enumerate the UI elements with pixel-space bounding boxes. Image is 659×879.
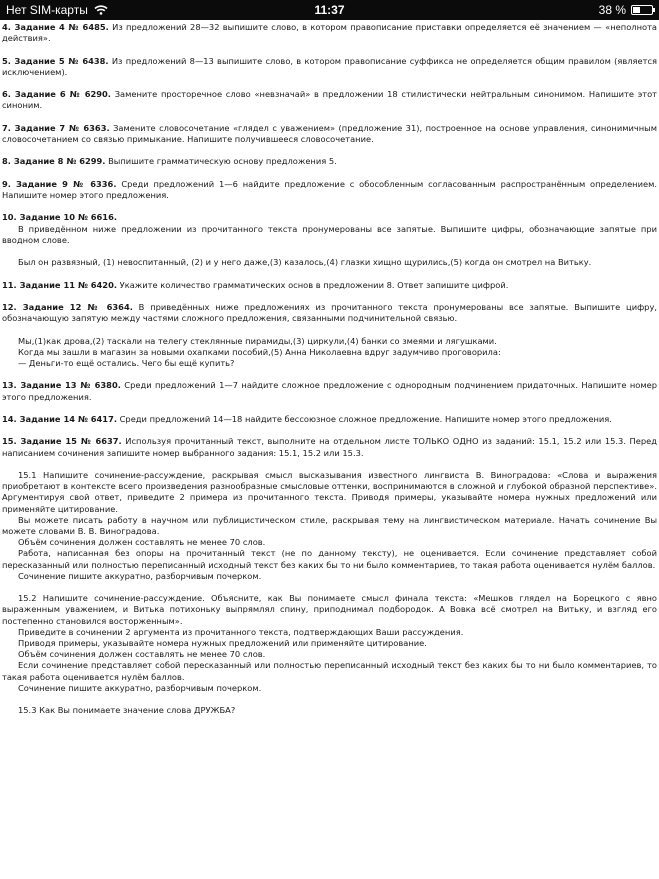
clock: 11:37 bbox=[314, 3, 345, 17]
task-heading: 10. Задание 10 № 6616. bbox=[2, 212, 117, 223]
task-heading: 7. Задание 7 № 6363. bbox=[2, 122, 110, 133]
essay-paragraph: 15.2 Напишите сочинение-рассуждение. Объясните, как Вы понимаете смысл финала текста: «Мешков глядел на Борецкого с явно выраженным уважением, и Витька потихоньку выпрямлял спину, приподнимал подбородок. А Вовка всё смотрел на Витьку, и взгляд его постепенно становился восторженным». bbox=[2, 593, 657, 626]
battery-group bbox=[599, 3, 653, 17]
task-15 bbox=[2, 436, 657, 716]
task-text: Замените словосочетание «глядел с уважением» (предложение 31), построенное на основе управления, синонимичным словосочетанием со связью примыкание. Напишите получившееся словосочетание. bbox=[2, 122, 657, 144]
essay-paragraph: Приведите в сочинении 2 аргумента из прочитанного текста, подтверждающих Ваши рассуждения. bbox=[18, 626, 464, 637]
task-text: Выпишите грамматическую основу предложения 5. bbox=[105, 156, 337, 167]
essay-paragraph: Сочинение пишите аккуратно, разборчивым почерком. bbox=[18, 682, 262, 693]
task-11 bbox=[2, 280, 657, 291]
task-text: Среди предложений 1—7 найдите сложное предложение с однородным подчинением придаточных. Напишите номер этого предложения. bbox=[2, 380, 657, 402]
task-9 bbox=[2, 179, 657, 201]
task-text: Из предложений 8—13 выпишите слово, в котором правописание суффикса не определяется общим правилом (является исключением). bbox=[2, 55, 657, 77]
essay-paragraph: Объём сочинения должен составлять не менее 70 слов. bbox=[18, 537, 266, 548]
essay-paragraph: Сочинение пишите аккуратно, разборчивым почерком. bbox=[18, 570, 262, 581]
task-13 bbox=[2, 380, 657, 402]
task-heading: 14. Задание 14 № 6417. bbox=[2, 413, 117, 424]
task-text: Замените просторечное слово «невзначай» в предложении 18 стилистически нейтральным синонимом. Напишите этот синоним. bbox=[2, 89, 657, 111]
task-5 bbox=[2, 56, 657, 78]
battery-fill bbox=[633, 7, 640, 13]
task-heading: 13. Задание 13 № 6380. bbox=[2, 380, 121, 391]
task-text: Среди предложений 1—6 найдите предложение с обособленным согласованным распространённым определением. Напишите номер этого предложения. bbox=[2, 178, 657, 200]
task-text: В приведённых ниже предложениях из прочитанного текста пронумерованы все запятые. Выпишите цифру, обозначающую запятую между частями сложного предложения, связанными подчинительной связью. bbox=[2, 301, 657, 324]
task-instruction: В приведённом ниже предложении из прочитанного текста пронумерованы все запятые. Выпишите цифры, обозначающие запятые при вводном слове. bbox=[2, 223, 657, 245]
task-text: Используя прочитанный текст, выполните на отдельном листе ТОЛЬКО ОДНО из заданий: 15.1, 15.2 или 15.3. Перед написанием сочинения запишите номер выбранного задания: 15.1, 15.2 или 15.3. bbox=[2, 436, 657, 458]
battery-icon bbox=[631, 5, 653, 15]
task-text: Укажите количество грамматических основ в предложении 8. Ответ запишите цифрой. bbox=[117, 279, 509, 290]
task-heading: 15. Задание 15 № 6637. bbox=[2, 436, 122, 447]
task-heading: 5. Задание 5 № 6438. bbox=[2, 55, 109, 66]
essay-paragraph: Если сочинение представляет собой пересказанный или полностью переписанный исходный текст без каких бы то ни было комментариев, то такая работа оценивается нулём баллов. bbox=[2, 660, 657, 682]
status-bar bbox=[0, 0, 659, 20]
document-body[interactable] bbox=[0, 20, 659, 879]
task-6 bbox=[2, 89, 657, 111]
task-8 bbox=[2, 156, 657, 167]
task-12 bbox=[2, 302, 657, 369]
task-text: Из предложений 28—32 выпишите слово, в котором правописание приставки определяется её значением — «неполнота действия». bbox=[2, 22, 657, 44]
battery-percent: 38 % bbox=[598, 3, 626, 17]
example-line: Мы,(1)как дрова,(2) таскали на телегу стеклянные пирамиды,(3) циркули,(4) банки со змеями и лягушками. bbox=[18, 335, 497, 346]
example-line: — Деньги-то ещё остались. Чего бы ещё купить? bbox=[18, 357, 235, 368]
essay-paragraph: Вы можете писать работу в научном или публицистическом стиле, раскрывая тему на лингвистическом материале. Начать сочинение Вы можете словами В. В. Виноградова. bbox=[2, 514, 657, 536]
task-7 bbox=[2, 123, 657, 145]
task-heading: 12. Задание 12 № 6364. bbox=[2, 301, 133, 312]
task-example: Был он развязный, (1) невоспитанный, (2) и у него даже,(3) казалось,(4) глазки хищно щурились,(5) когда он смотрел на Витьку. bbox=[18, 257, 592, 268]
task-heading: 11. Задание 11 № 6420. bbox=[2, 279, 117, 290]
essay-paragraph: 15.1 Напишите сочинение-рассуждение, раскрывая смысл высказывания известного лингвиста В. Виноградова: «Слова и выражения приобретают в контексте всего произведения разнообразные смысловые оттенки, воспринимаются в сложной и глубокой образной перспективе». Аргументируя свой ответ, приведите 2 примера из прочитанного текста. Приводя примеры, указывайте номера нужных предложений или применяйте цитирование. bbox=[2, 469, 657, 514]
task-14 bbox=[2, 414, 657, 425]
task-10 bbox=[2, 212, 657, 268]
task-heading: 8. Задание 8 № 6299. bbox=[2, 156, 106, 167]
essay-paragraph: Приводя примеры, указывайте номера нужных предложений или применяйте цитирование. bbox=[18, 637, 427, 648]
essay-paragraph: 15.3 Как Вы понимаете значение слова ДРУЖБА? bbox=[18, 705, 236, 716]
essay-paragraph: Работа, написанная без опоры на прочитанный текст (не по данному тексту), не оценивается. Если сочинение представляет собой пересказанный или полностью переписанный исходный текст без каких бы то ни было комментариев, то такая работа оценивается нулём баллов. bbox=[2, 548, 657, 570]
task-heading: 9. Задание 9 № 6336. bbox=[2, 178, 117, 189]
task-heading: 4. Задание 4 № 6485. bbox=[2, 22, 109, 32]
task-text: Среди предложений 14—18 найдите бессоюзное сложное предложение. Напишите номер этого предложения. bbox=[117, 413, 612, 424]
example-line: Когда мы зашли в магазин за новыми охапками пособий,(5) Анна Николаевна вдруг задумчиво проговорила: bbox=[18, 346, 501, 357]
task-heading: 6. Задание 6 № 6290. bbox=[2, 89, 111, 100]
essay-paragraph: Объём сочинения должен составлять не менее 70 слов. bbox=[18, 649, 266, 660]
task-4 bbox=[2, 22, 657, 44]
carrier-label: Нет SIM-карты bbox=[6, 3, 88, 17]
